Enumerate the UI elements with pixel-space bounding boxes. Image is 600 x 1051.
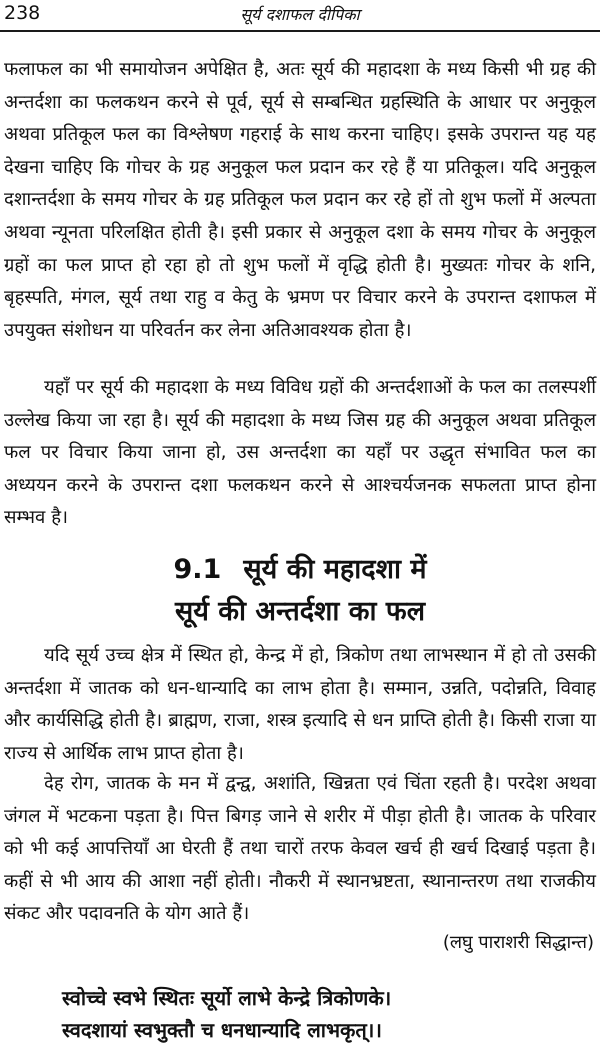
intro-paragraph-1: फलाफल का भी समायोजन अपेक्षित है, अतः सूर्य की महादशा के मध्य किसी भी ग्रह की अन्तर्दशा का फलकथन करने से पूर्व, सूर्य से सम्बन्धित ग्रहस्थिति के आधार पर अनुकूल अथवा प्रतिकूल फल का विश्लेषण गहराई के साथ करना चाहिए। इसके उपरान्त यह यह देखना चाहिए कि गोचर के ग्रह अनुकूल फल प्रदान कर रहे हैं या प्रतिकूल। यदि अनुकूल दशान्तर्दशा के समय गोचर के ग्रह प्रतिकूल फल प्रदान कर रहे हों तो शुभ फलों में अल्पता अथवा न्यूनता परिलक्षित होती है। इसी प्रकार से अनुकूल दशा के समय गोचर के अनुकूल ग्रहों का फल प्राप्त हो रहा हो तो शुभ फलों में वृद्धि होती है। मुख्यतः गोचर के शनि, बृहस्पति, मंगल, सूर्य तथा राहु व केतु के भ्रमण पर विचार करने के उपरान्त दशाफल में उपयुक्त संशोधन या परिवर्तन कर लेना अतिआवश्यक होता है।	[4, 59, 596, 341]
page-number: 238	[4, 2, 41, 24]
verse-line-2: स्वदशायां स्वभुक्तौ च धनधान्यादि लाभकृत्।।	[62, 1018, 382, 1042]
running-title: सूर्य दशाफल दीपिका	[240, 5, 360, 24]
section-title-line1: सूर्य की महादशा में	[243, 554, 427, 585]
section-title-line2: सूर्य की अन्तर्दशा का फल	[174, 596, 426, 627]
section-heading-line1	[0, 548, 600, 592]
section-paragraph-1: यदि सूर्य उच्च क्षेत्र में स्थित हो, केन्द्र में हो, त्रिकोण तथा लाभस्थान में हो तो उसकी अन्तर्दशा में जातक को धन-धान्यादि का लाभ होता है। सम्मान, उन्नति, पदोन्नति, विवाह और कार्यसिद्धि होती है। ब्राह्मण, राजा, शस्त्र इत्यादि से धन प्राप्ति होती है। किसी राजा या राज्य से आर्थिक लाभ प्राप्त होता है।	[4, 645, 596, 764]
verse-line-1: स्वोच्चे स्वभे स्थितः सूर्यो लाभे केन्द्रे त्रिकोणके।	[62, 986, 392, 1010]
citation: (लघु पाराशरी सिद्धान्त)	[442, 932, 594, 953]
section-paragraph-2: देह रोग, जातक के मन में द्वन्द्व, अशांति, खिन्नता एवं चिंता रहती है। परदेश अथवा जंगल में भटकना पड़ता है। पित्त बिगड़ जाने से शरीर में पीड़ा होती है। जातक के परिवार को भी कई आपत्तियाँ आ घेरती हैं तथा चारों तरफ केवल खर्च ही खर्च दिखाई पड़ता है। कहीं से भी आय की आशा नहीं होती। नौकरी में स्थानभ्रष्टता, स्थानान्तरण तथा राजकीय संकट और पदावनति के योग आते हैं।	[4, 773, 596, 925]
intro-paragraph-2: यहाँ पर सूर्य की महादशा के मध्य विविध ग्रहों की अन्तर्दशाओं के फल का तलस्पर्शी उल्लेख किया जा रहा है। सूर्य की महादशा के मध्य जिस ग्रह की अनुकूल अथवा प्रतिकूल फल पर विचार किया जाना हो, उस अन्तर्दशा का यहाँ पर उद्धृत संभावित फल का अध्ययन करने के उपरान्त दशा फलकथन करने से आश्चर्यजनक सफलता प्राप्त होना सम्भव है।	[4, 377, 596, 529]
page-header	[0, 0, 600, 32]
section-number: 9.1	[173, 554, 222, 585]
